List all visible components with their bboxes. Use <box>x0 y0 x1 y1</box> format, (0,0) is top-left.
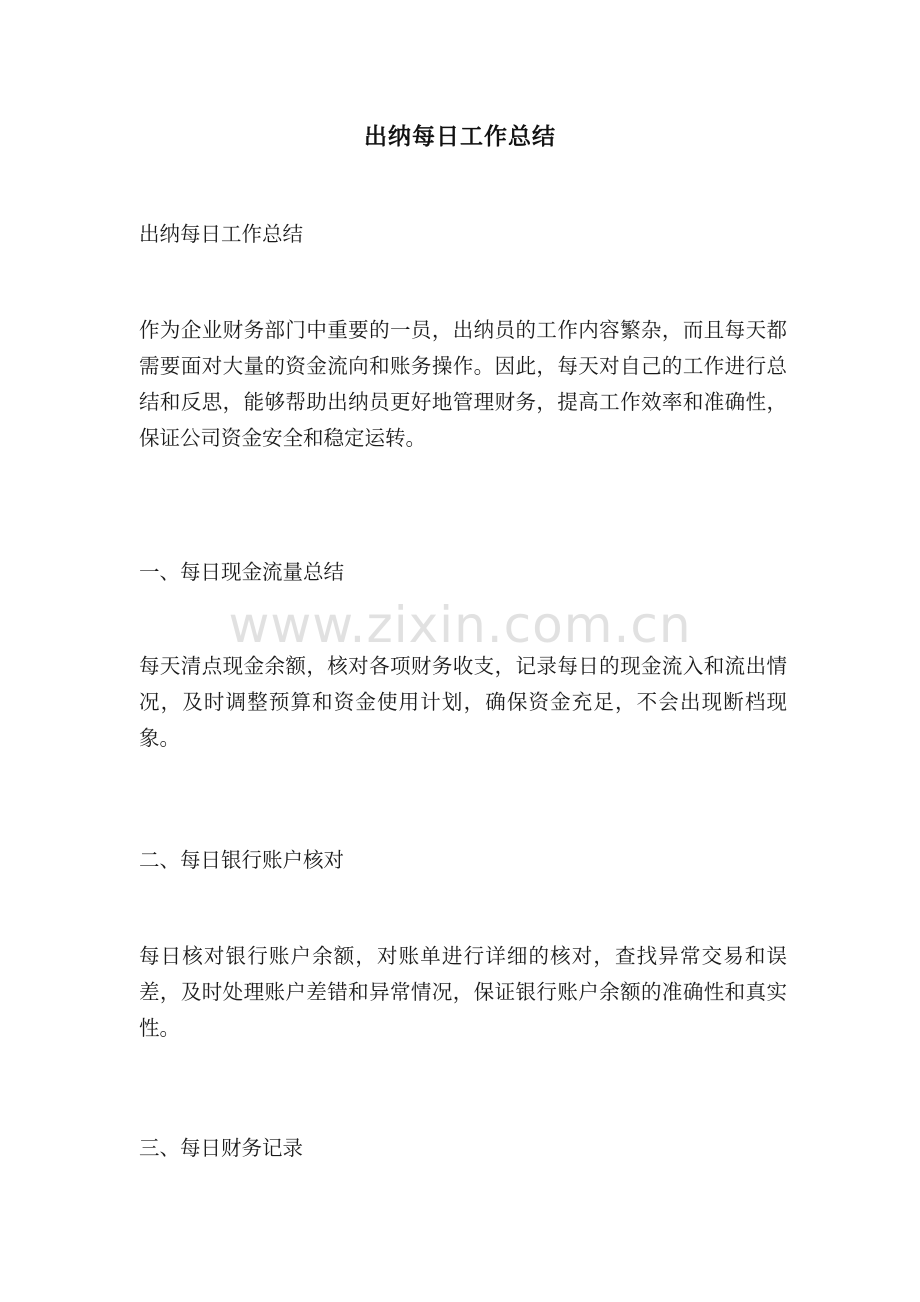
section-body-bank-account: 每日核对银行账户余额，对账单进行详细的核对，查找异常交易和误差，及时处理账户差错和异常情况，保证银行账户余额的准确性和真实性。 <box>139 944 787 1040</box>
section-body-cash-flow: 每天清点现金余额，核对各项财务收支，记录每日的现金流入和流出情况，及时调整预算和资金使用计划，确保资金充足，不会出现断档现象。 <box>139 654 787 750</box>
document-subtitle: 出纳每日工作总结 <box>139 222 303 246</box>
section-heading-bank-account: 二、每日银行账户核对 <box>139 848 344 872</box>
section-heading-financial-records: 三、每日财务记录 <box>139 1136 303 1160</box>
watermark: www.zixin.com.cn <box>228 596 692 654</box>
section-heading-cash-flow: 一、每日现金流量总结 <box>139 560 344 584</box>
intro-paragraph: 作为企业财务部门中重要的一员，出纳员的工作内容繁杂，而且每天都需要面对大量的资金流向和账务操作。因此，每天对自己的工作进行总结和反思，能够帮助出纳员更好地管理财务，提高工作效率和准确性，保证公司资金安全和稳定运转。 <box>139 318 787 450</box>
document-title: 出纳每日工作总结 <box>364 123 556 150</box>
